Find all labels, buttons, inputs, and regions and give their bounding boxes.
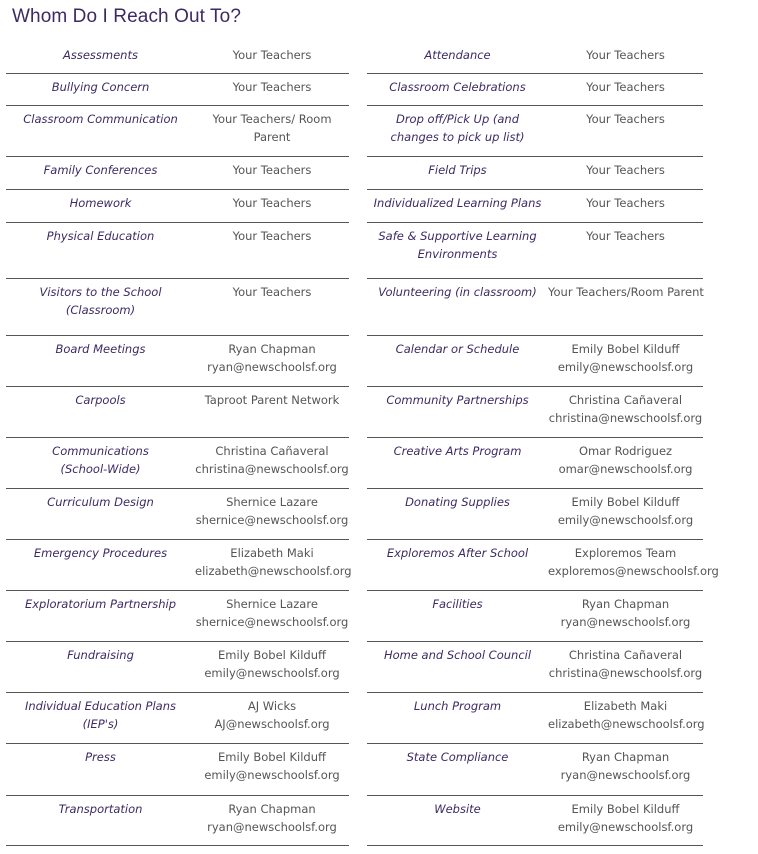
right-topic-cell [367,387,548,438]
contact-text: Ryan Chapman [581,750,670,764]
contact-text: Elizabeth Maki [583,699,668,713]
contact-text: AJ@newschoolsf.org [214,717,330,731]
contact-text: AJ Wicks [247,699,297,713]
right-contact-cell [548,744,703,796]
contact-text: christina@newschoolsf.org [548,411,703,425]
topic-label: Physical Education [46,229,155,243]
topic-label: (IEP's) [82,717,119,731]
right-topic-cell [367,157,548,190]
contact-text: ryan@newschoolsf.org [560,768,691,782]
left-contact-cell [195,744,349,796]
contact-text: Your Teachers [232,229,312,243]
topic-label: Creative Arts Program [393,444,522,458]
contact-text: emily@newschoolsf.org [204,768,340,782]
left-topic-cell [6,336,195,387]
left-topic-cell [6,642,195,693]
left-topic-cell [6,438,195,489]
left-contact-cell [195,693,349,744]
right-contact-cell [548,489,703,540]
contact-text: Christina Cañaveral [568,648,683,662]
topic-label: Curriculum Design [47,495,154,509]
topic-label: Family Conferences [43,163,158,177]
contact-text: Your Teachers [586,229,665,243]
contact-text: Exploremos Team [574,546,677,560]
topic-label: Website [434,802,481,816]
contact-text: Your Teachers [232,196,312,210]
contact-text: Elizabeth Maki [230,546,314,560]
topic-label: Carpools [75,393,126,407]
left-topic-cell [6,157,195,190]
contact-text: emily@newschoolsf.org [557,513,694,527]
contact-text: Parent [253,130,291,144]
contact-text: ryan@newschoolsf.org [560,615,691,629]
topic-label: Homework [69,196,132,210]
contact-text: Emily Bobel Kilduff [571,495,680,509]
contact-text: Ryan Chapman [581,597,670,611]
topic-label: Exploratorium Partnership [24,597,177,611]
left-contact-cell [195,336,349,387]
left-contact-cell [195,642,349,693]
left-contact-cell [195,190,349,223]
right-topic-cell [367,190,548,223]
left-topic-cell [6,591,195,642]
right-topic-cell [367,336,548,387]
topic-label: Emergency Procedures [33,546,168,560]
left-contact-cell [195,279,349,336]
left-contact-cell [195,796,349,846]
right-contact-cell [548,74,703,106]
topic-label: Lunch Program [413,699,502,713]
contact-text: ryan@newschoolsf.org [207,360,337,374]
contact-text: Your Teachers [586,112,665,126]
left-contact-cell [195,489,349,540]
topic-label: Volunteering (in classroom) [378,285,537,299]
topic-label: Visitors to the School [39,285,162,299]
right-contact-cell [548,540,719,591]
right-topic-cell [367,744,548,796]
page-title: Whom Do I Reach Out To? [12,6,241,27]
contact-text: ryan@newschoolsf.org [207,820,337,834]
left-topic-cell [6,540,195,591]
right-topic-cell [367,693,548,744]
topic-label: Board Meetings [55,342,146,356]
left-topic-cell [6,190,195,223]
topic-label: Classroom Celebrations [389,80,526,94]
topic-label: Calendar or Schedule [395,342,520,356]
topic-label: Facilities [432,597,483,611]
right-topic-cell [367,74,548,106]
topic-label: Community Partnerships [386,393,529,407]
contact-text: Your Teachers [586,48,665,62]
contact-text: Taproot Parent Network [204,393,340,407]
left-contact-cell [195,591,349,642]
contact-text: Shernice Lazare [226,495,318,509]
contact-text: Your Teachers/Room Parent [548,285,704,299]
right-topic-cell [367,796,548,846]
left-topic-cell [6,106,195,157]
right-topic-cell [367,279,548,336]
right-contact-cell [548,591,703,642]
topic-label: Donating Supplies [405,495,510,509]
contact-text: Your Teachers [232,163,312,177]
right-topic-cell [367,489,548,540]
contact-text: Christina Cañaveral [215,444,329,458]
contact-text: elizabeth@newschoolsf.org [548,717,705,731]
contact-text: emily@newschoolsf.org [557,820,694,834]
contact-text: Shernice Lazare [226,597,318,611]
contact-text: Christina Cañaveral [568,393,683,407]
topic-label: changes to pick up list) [390,130,525,144]
contact-text: omar@newschoolsf.org [558,462,693,476]
topic-label: Press [85,750,116,764]
contact-text: christina@newschoolsf.org [195,462,349,476]
topic-label: Drop off/Pick Up (and [395,112,520,126]
left-topic-cell [6,42,195,74]
contact-text: Your Teachers [586,163,665,177]
left-contact-cell [195,223,349,279]
contact-text: Your Teachers [586,80,665,94]
right-contact-cell [548,190,703,223]
left-contact-cell [195,42,349,74]
right-contact-cell [548,438,703,489]
right-contact-cell [548,223,703,279]
right-contact-cell [548,336,703,387]
contact-text: Your Teachers [232,48,312,62]
right-topic-cell [367,42,548,74]
topic-label: Environments [417,247,498,261]
contact-text: Your Teachers [232,285,312,299]
left-topic-cell [6,223,195,279]
topic-label: Fundraising [67,648,134,662]
contact-text: christina@newschoolsf.org [548,666,703,680]
topic-label: Home and School Council [383,648,532,662]
right-contact-cell [548,642,703,693]
contact-text: elizabeth@newschoolsf.org [195,564,352,578]
topic-label: Individualized Learning Plans [373,196,542,210]
contact-text: Ryan Chapman [228,342,316,356]
left-topic-cell [6,744,195,796]
left-contact-cell [195,387,349,438]
left-topic-cell [6,74,195,106]
contact-text: Emily Bobel Kilduff [218,750,326,764]
left-topic-cell [6,279,195,336]
left-contact-cell [195,438,349,489]
right-contact-cell [548,157,703,190]
topic-label: Classroom Communication [23,112,178,126]
left-topic-cell [6,693,195,744]
topic-label: Safe & Supportive Learning [378,229,537,243]
right-topic-cell [367,223,548,279]
topic-label: Communications [52,444,149,458]
right-contact-cell [548,106,703,157]
contact-text: Your Teachers/ Room [212,112,332,126]
topic-label: (School-Wide) [60,462,141,476]
right-contact-cell [548,279,703,336]
contact-text: Emily Bobel Kilduff [571,342,680,356]
contact-text: shernice@newschoolsf.org [195,513,349,527]
right-topic-cell [367,642,548,693]
topic-label: Transportation [58,802,143,816]
contact-text: Ryan Chapman [228,802,316,816]
topic-label: Individual Education Plans [24,699,177,713]
left-topic-cell [6,489,195,540]
contact-text: exploremos@newschoolsf.org [548,564,719,578]
topic-label: Attendance [424,48,491,62]
contact-text: emily@newschoolsf.org [557,360,694,374]
right-contact-cell [548,42,703,74]
left-contact-cell [195,74,349,106]
contact-text: Omar Rodriguez [578,444,673,458]
topic-label: Exploremos After School [386,546,529,560]
contact-text: Emily Bobel Kilduff [571,802,680,816]
right-topic-cell [367,438,548,489]
left-contact-cell [195,157,349,190]
left-topic-cell [6,387,195,438]
right-topic-cell [367,591,548,642]
contact-text: Emily Bobel Kilduff [218,648,326,662]
left-topic-cell [6,796,195,846]
topic-label: (Classroom) [65,303,136,317]
topic-label: State Compliance [406,750,509,764]
left-contact-cell [195,106,349,157]
left-contact-cell [195,540,352,591]
right-contact-cell [548,387,703,438]
contact-text: Your Teachers [586,196,665,210]
right-topic-cell [367,106,548,157]
right-contact-cell [548,693,703,744]
topic-label: Field Trips [428,163,487,177]
topic-label: Assessments [63,48,138,62]
right-topic-cell [367,540,548,591]
right-contact-cell [548,796,703,846]
contact-text: shernice@newschoolsf.org [195,615,349,629]
contact-text: emily@newschoolsf.org [204,666,340,680]
contact-text: Your Teachers [232,80,312,94]
topic-label: Bullying Concern [51,80,150,94]
